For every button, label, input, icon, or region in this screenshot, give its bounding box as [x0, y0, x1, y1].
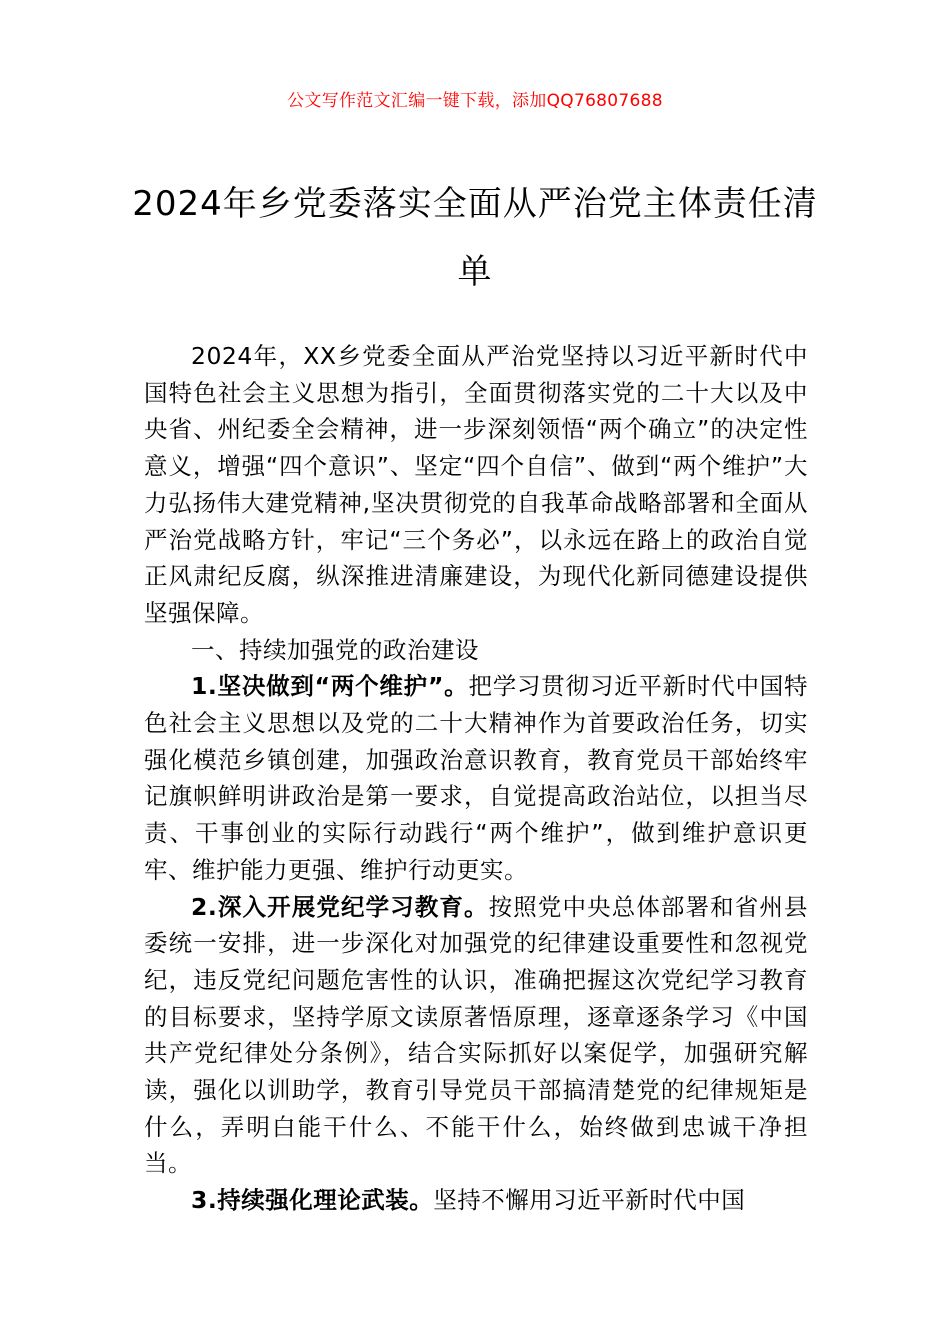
item-lead: 1.坚决做到“两个维护”。 — [191, 672, 469, 701]
section-heading: 一、持续加强党的政治建设 — [191, 635, 479, 664]
document-body — [144, 338, 808, 1219]
intro-paragraph: 2024年，XX乡党委全面从严治党坚持以习近平新时代中国特色社会主义思想为指引，全面贯彻落实党的二十大以及中央省、州纪委全会精神，进一步深刻领悟“两个确立”的决定性意义，增强“四个意识”、坚定“四个自信”、做到“两个维护”大力弘扬伟大建党精神,坚决贯彻党的自我革命战略部署和全面从严治党战略方针，牢记“三个务必”，以永远在路上的政治自觉正风肃纪反腐，纵深推进清廉建设，为现代化新同德建设提供坚强保障。 — [144, 342, 808, 627]
list-item — [144, 889, 808, 1183]
list-item — [144, 1182, 808, 1219]
header-download-note: 公文写作范文汇编一键下载，添加QQ76807688 — [287, 91, 663, 111]
item-text: 按照党中央总体部署和省州县委统一安排，进一步深化对加强党的纪律建设重要性和忽视党纪，违反党纪问题危害性的认识，准确把握这次党纪学习教育的目标要求，坚持学原文读原著悟原理，逐章逐条学习《中国共产党纪律处分条例》，结合实际抓好以案促学，加强研究解读，强化以训助学，教育引导党员干部搞清楚党的纪律规矩是什么，弄明白能干什么、不能干什么，始终做到忠诚干净担当。 — [144, 892, 808, 1178]
list-item — [144, 668, 808, 888]
item-lead: 3.持续强化理论武装。 — [191, 1186, 434, 1215]
item-text: 坚持不懈用习近平新时代中国 — [433, 1186, 746, 1215]
item-text: 把学习贯彻习近平新时代中国特色社会主义思想以及党的二十大精神作为首要政治任务，切实强化模范乡镇创建，加强政治意识教育，教育党员干部始终牢记旗帜鲜明讲政治是第一要求，自觉提高政治站位，以担当尽责、干事创业的实际行动践行“两个维护”，做到维护意识更牢、维护能力更强、维护行动更实。 — [144, 672, 809, 884]
document-title: 2024年乡党委落实全面从严治党主体责任清单 — [132, 184, 818, 292]
item-lead: 2.深入开展党纪学习教育。 — [191, 892, 489, 921]
